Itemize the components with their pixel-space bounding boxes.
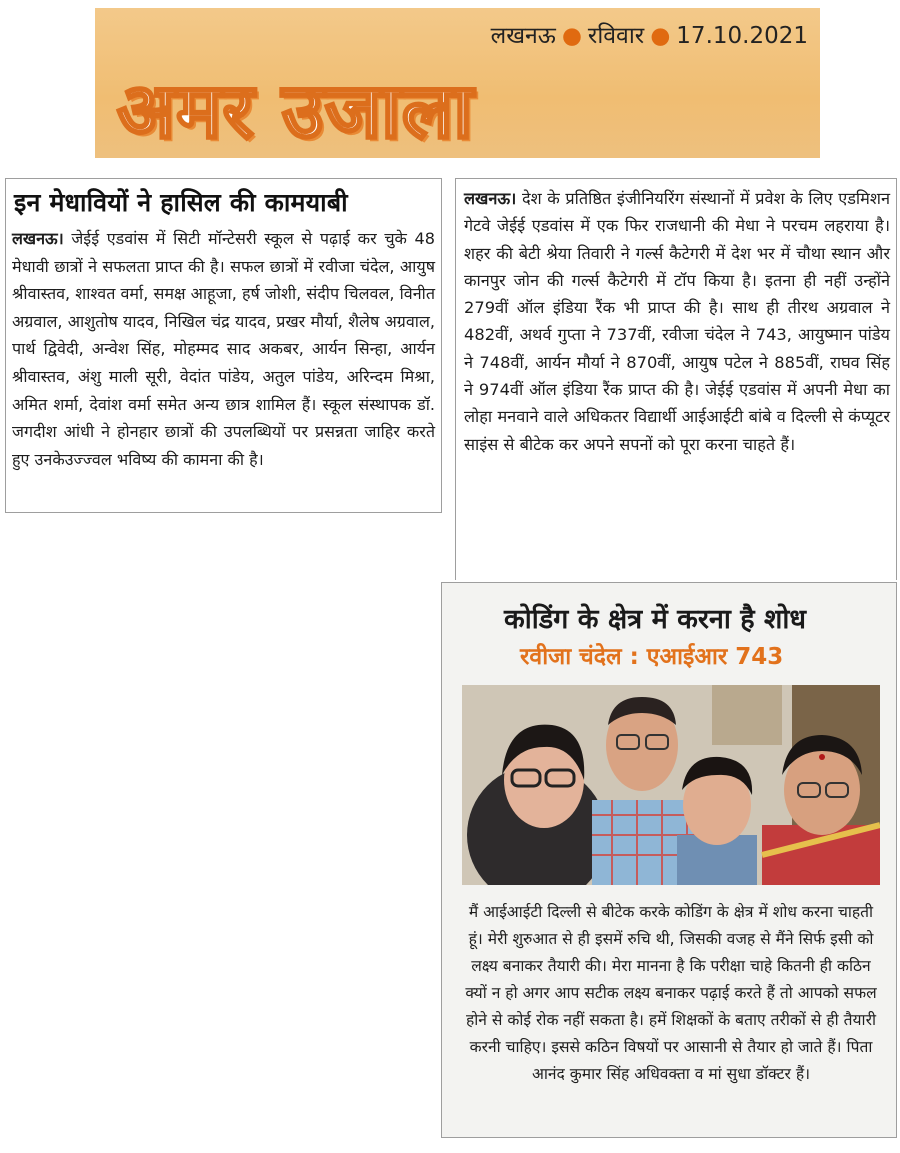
- profile-box: [441, 582, 897, 1138]
- right-article-text: देश के प्रतिष्ठित इंजीनियरिंग संस्थानों में प्रवेश के लिए एडमिशन गेटवे जेईई एडवांस में एक फिर राजधानी की मेधा ने परचम लहराया है। शहर की बेटी श्रेया तिवारी ने गर्ल्स कैटेगरी में देश भर में चौथा स्थान और कानपुर जोन की गर्ल्स कैटेगरी में टॉप किया है। इतना ही नहीं उन्होंने 279वीं ऑल इंडिया रैंक भी प्राप्त की है। साथ ही तीरथ अग्रवाल ने 482वीं, अथर्व गुप्ता ने 737वीं, रवीजा चंदेल ने 743, आयुष्मान पांडेय ने 748वीं, आर्यन मौर्या ने 870वीं, आयुष पटेल ने 885वीं, राघव सिंह ने 974वीं ऑल इंडिया रैंक प्राप्त की है। जेईई एडवांस में अपनी मेधा का लोहा मनवाने वाले अधिकतर विद्यार्थी आईआईटी बांबे व दिल्ली से कंप्यूटर साइंस से बीटेक कर अपने सपनों को पूरा करना चाहते हैं।: [464, 189, 890, 454]
- profile-name: रवीजा चंदेल : एआईआर 743: [520, 644, 784, 670]
- masthead: [95, 8, 820, 158]
- left-article-body: [12, 225, 435, 473]
- right-article-body: [464, 185, 890, 458]
- left-article-text: जेईई एडवांस में सिटी मॉन्टेसरी स्कूल से पढ़ाई कर चुके 48 मेधावी छात्रों ने सफलता प्राप्त की है। सफल छात्रों में रवीजा चंदेल, आयुष श्रीवास्तव, शाश्वत वर्मा, समक्ष आहूजा, हर्ष जोशी, संदीप चिलवल, विनीत अग्रवाल, आशुतोष यादव, निखिल चंद्र यादव, प्रखर मौर्या, शैलेष अग्रवाल, पार्थ द्विवेदी, अन्वेश सिंह, मोहम्मद साद अकबर, आर्यन सिन्हा, आर्यन श्रीवास्तव, अंशु माली सूरी, वेदांत पांडेय, अतुल पांडेय, अरिन्दम मिश्रा, अमित शर्मा, देवांश वर्मा समेत अन्य छात्र शामिल हैं। स्कूल संस्थापक डॉ. जगदीश आंधी ने होनहार छात्रों की उपलब्धियों पर प्रसन्नता जाहिर करते हुए उनकेउज्ज्वल भविष्य की कामना की है।: [12, 229, 435, 469]
- profile-quote: मैं आईआईटी दिल्ली से बीटेक करके कोडिंग के क्षेत्र में शोध करना चाहती हूं। मेरी शुरुआत से ही इसमें रुचि थी, जिसकी वजह से मैंने सिर्फ इसी को लक्ष्य बनाकर तैयारी की। मेरा मानना है कि परीक्षा चाहे कितनी ही कठिन क्यों न हो अगर आप सटीक लक्ष्य बनाकर पढ़ाई करते हैं तो आपको सफल होने से कोई रोक नहीं सकता है। हमें शिक्षकों के बताए तरीकों से ही तैयारी करनी चाहिए। इससे कठिन विषयों पर आसानी से तैयार हो जाते हैं। पिता आनंद कुमार सिंह अधिवक्ता व मां सुधा डॉक्टर हैं।: [465, 903, 877, 1083]
- left-article: [5, 178, 442, 513]
- family-photo: [462, 685, 880, 885]
- profile-title: कोडिंग के क्षेत्र में करना है शोध: [504, 604, 806, 635]
- dateline-day: रविवार: [587, 23, 645, 49]
- dot-separator: ●: [561, 23, 582, 49]
- family-photo-illustration: [462, 685, 880, 885]
- dateline-city: लखनऊ: [490, 23, 556, 49]
- left-article-dateline: लखनऊ।: [12, 229, 64, 248]
- right-article-dateline: लखनऊ।: [464, 189, 517, 208]
- dateline-date: 17.10.2021: [676, 23, 808, 49]
- left-article-headline: इन मेधावियों ने हासिल की कामयाबी: [14, 188, 348, 217]
- newspaper-logo: अमर उजाला: [117, 66, 474, 155]
- right-article: [455, 178, 897, 580]
- dot-separator: ●: [650, 23, 671, 49]
- dateline: [491, 18, 808, 50]
